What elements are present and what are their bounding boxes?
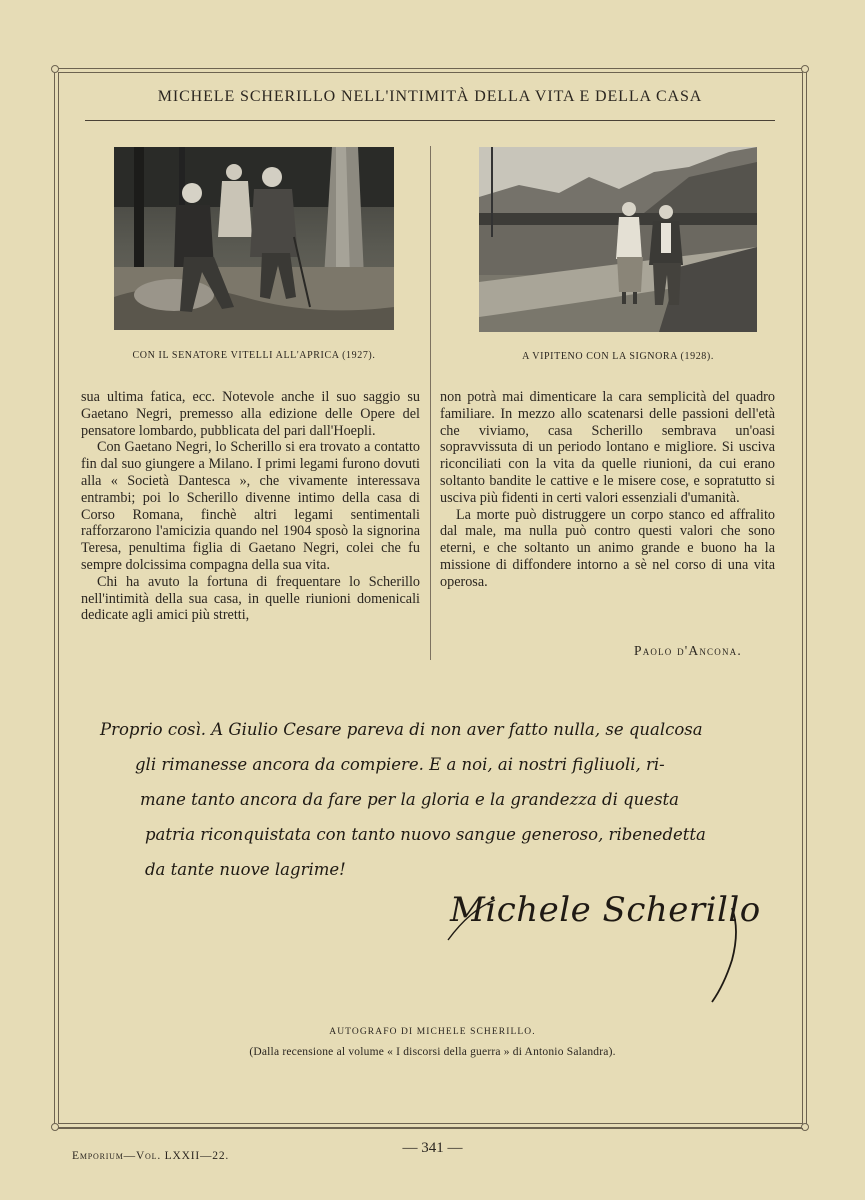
article-paragraph: sua ultima fatica, ecc. Notevole anche il suo saggio su Gaetano Negri, premesso alla edizione delle Opere del pensatore lombardo, pubblicata del pari dall'Hoepli. bbox=[81, 389, 420, 439]
frame-corner bbox=[51, 1123, 59, 1131]
signature: Michele Scherillo bbox=[450, 890, 761, 930]
frame-corner bbox=[801, 1123, 809, 1131]
article-paragraph: Con Gaetano Negri, lo Scherillo si era trovato a contatto fin dal suo giungere a Milano. I primi legami furono dovuti alla « Società Dantesca », che vivamente interessava entrambi; poi lo Scherillo divenne intimo della casa di Corso Romana, finchè altri legami sentimentali rafforzarono l'amicizia quando nel 1904 sposò la signorina Teresa, penultima figlia di Gaetano Negri, colei che fu sempre dolcissima compagna della sua vita. bbox=[81, 439, 420, 573]
article-paragraph: Chi ha avuto la fortuna di frequentare lo Scherillo nell'intimità della sua casa, in quelle riunioni domenicali dedicate agli amici più stretti, bbox=[81, 573, 420, 624]
autograph-caption: AUTOGRAFO DI MICHELE SCHERILLO. bbox=[329, 1027, 536, 1037]
page-number: — 341 — bbox=[402, 1140, 463, 1156]
frame-corner bbox=[51, 65, 59, 73]
photo-vipiteno bbox=[479, 147, 757, 332]
column-divider bbox=[430, 146, 431, 660]
autograph-line: mane tanto ancora da fare per la gloria e la grandezza di questa bbox=[140, 790, 680, 809]
article-right-column bbox=[440, 389, 775, 591]
article-author: Paolo d'Ancona. bbox=[634, 643, 742, 658]
header-rule bbox=[85, 120, 775, 121]
article-paragraph: La morte può distruggere un corpo stanco ed affralito dal male, ma nulla può contro questi valori che sono eterni, e che soltanto un animo grande e buono ha la missione di diffondere intorno a sè nel corso di una vita operosa. bbox=[440, 506, 775, 590]
page-title: MICHELE SCHERILLO NELL'INTIMITÀ DELLA VITA E DELLA CASA bbox=[157, 88, 703, 105]
journal-reference: Emporium—Vol. LXXII—22. bbox=[72, 1150, 230, 1162]
photo-caption: CON IL SENATORE VITELLI ALL'APRICA (1927). bbox=[132, 350, 376, 361]
autograph-line: gli rimanesse ancora da compiere. E a noi, ai nostri figliuoli, ri- bbox=[135, 755, 665, 774]
autograph-text bbox=[95, 712, 775, 887]
photo-caption: A VIPITENO CON LA SIGNORA (1928). bbox=[522, 351, 714, 362]
article-paragraph: non potrà mai dimenticare la cara semplicità del quadro familiare. In mezzo allo scatenarsi delle passioni dell'età che viviamo, casa Scherillo sembrava un'oasi sopravvissuta di un periodo lontano e migliore. Si usciva riconciliati con la vita da quelle riunioni, da cui erano soltanto bandite le cattive e le misere cose, e sopratutto si usciva più fidenti in certi valori essenziali d'umanità. bbox=[440, 389, 775, 506]
frame-corner bbox=[801, 65, 809, 73]
autograph-line: patria riconquistata con tanto nuovo sangue generoso, ribenedetta bbox=[145, 825, 706, 844]
autograph-line: da tante nuove lagrime! bbox=[145, 860, 346, 879]
article-left-column bbox=[81, 389, 420, 624]
footer-rule bbox=[58, 1128, 803, 1129]
signature-flourish bbox=[440, 870, 760, 1010]
autograph-line: Proprio così. A Giulio Cesare pareva di non aver fatto nulla, se qualcosa bbox=[100, 720, 703, 739]
photo-aprica bbox=[114, 147, 394, 330]
source-caption: (Dalla recensione al volume « I discorsi della guerra » di Antonio Salandra). bbox=[249, 1046, 616, 1058]
